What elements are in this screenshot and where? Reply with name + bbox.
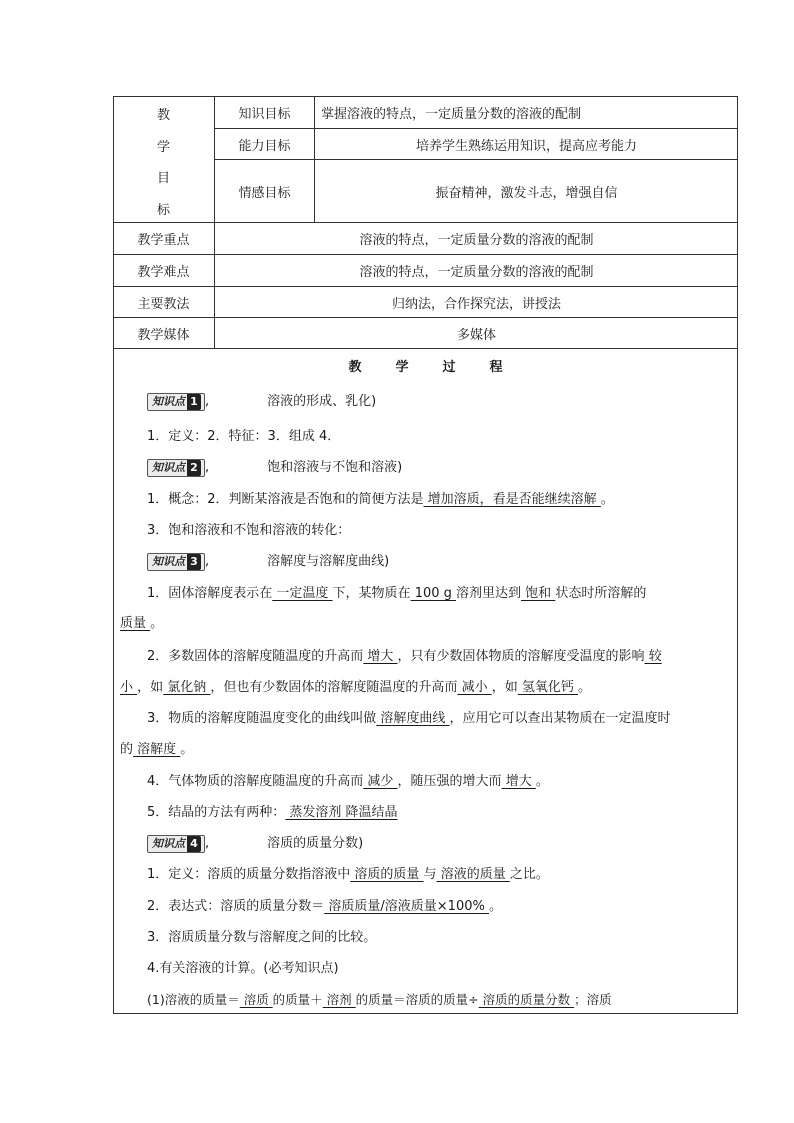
process-title — [113, 356, 738, 375]
paragraph: 1．固体溶解度表示在 一定温度 下，某物质在 100 g 溶剂里达到 饱和 状态时所溶解的 — [147, 586, 647, 601]
knowledge-point-badge: 知识点 3 — [147, 553, 205, 571]
objectives-header-char: 目 — [156, 171, 170, 186]
objective-label: 知识目标 — [238, 107, 291, 122]
knowledge-point-heading: 知识点 4 , 溶质的质量分数) — [147, 834, 363, 854]
info-value: 多媒体 — [456, 327, 496, 343]
process-title-char: 教 — [348, 360, 362, 375]
answer-blank: 溶解度 — [133, 742, 181, 757]
knowledge-point-badge: 知识点 1 — [147, 393, 205, 411]
answer-blank: 溶质的质量 — [350, 867, 424, 882]
knowledge-point-title: 溶质的质量分数) — [267, 836, 364, 851]
answer-blank: 饱和 — [521, 586, 556, 601]
answer-blank: 溶剂 — [322, 992, 356, 1007]
knowledge-point-badge: 知识点 2 — [147, 459, 205, 477]
knowledge-point-heading: 知识点 2 , 饱和溶液与不饱和溶液) — [147, 458, 402, 478]
info-label: 教学难点 — [137, 265, 190, 280]
process-title-char: 学 — [395, 360, 409, 375]
paragraph: 3．溶质质量分数与溶解度之间的比较。 — [147, 930, 377, 945]
knowledge-point-title: 溶解度与溶解度曲线) — [267, 554, 390, 569]
objective-value: 掌握溶液的特点，一定质量分数的溶液的配制 — [321, 107, 582, 122]
info-value: 归纳法，合作探究法，讲授法 — [391, 296, 561, 312]
answer-blank: 增大 — [363, 649, 398, 664]
paragraph: 4．气体物质的溶解度随温度的升高而 减少 ，随压强的增大而 增大 。 — [147, 774, 549, 789]
answer-blank: 蒸发溶剂 降温结晶 — [285, 805, 398, 820]
paragraph: 的 溶解度 。 — [120, 742, 194, 757]
info-label: 教学媒体 — [137, 327, 190, 343]
paragraph: 3．饱和溶液和不饱和溶液的转化： — [147, 523, 351, 538]
knowledge-point-title: 溶液的形成、乳化) — [267, 394, 377, 409]
answer-blank: 溶质的质量分数 — [478, 992, 575, 1007]
paragraph: 小 ，如 氯化钠 ，但也有少数固体的溶解度随温度的升高而 减小 ，如 氢氧化钙 。 — [120, 680, 591, 695]
info-value: 溶液的特点，一定质量分数的溶液的配制 — [359, 233, 594, 248]
paragraph: 1．概念：2．判断某溶液是否饱和的简便方法是 增加溶质，看是否能继续溶解 。 — [147, 492, 614, 507]
objective-label: 能力目标 — [238, 138, 291, 154]
info-value: 溶液的特点，一定质量分数的溶液的配制 — [359, 265, 594, 280]
process-title-char: 过 — [442, 360, 456, 375]
paragraph: 4.有关溶液的计算。(必考知识点) — [147, 961, 339, 976]
answer-blank: 一定温度 — [272, 586, 333, 601]
knowledge-point-badge: 知识点 4 — [147, 835, 205, 853]
answer-blank: 质量 — [120, 616, 151, 631]
paragraph: (1)溶液的质量＝ 溶质 的质量＋ 溶剂 的质量＝溶质的质量÷ 溶质的质量分数 ；溶质 — [147, 992, 612, 1007]
answer-blank: 氢氧化钙 — [517, 680, 578, 695]
knowledge-point-heading: 知识点 1 , 溶液的形成、乳化) — [147, 392, 376, 412]
objective-label: 情感目标 — [238, 185, 291, 201]
answer-blank: 溶质 — [239, 992, 273, 1007]
objectives-header-char: 标 — [156, 203, 170, 218]
answer-blank: 小 — [120, 680, 138, 695]
paragraph: 5．结晶的方法有两种： 蒸发溶剂 降温结晶 — [147, 805, 398, 820]
info-label: 教学重点 — [137, 233, 190, 248]
knowledge-point-heading: 知识点 3 , 溶解度与溶解度曲线) — [147, 552, 389, 572]
objective-value: 培养学生熟练运用知识，提高应考能力 — [415, 138, 637, 154]
answer-blank: 较 — [644, 649, 662, 664]
answer-blank: 溶液的质量 — [436, 867, 510, 882]
answer-blank: 100 g — [410, 586, 457, 601]
answer-blank: 减小 — [457, 680, 492, 695]
knowledge-point-title: 饱和溶液与不饱和溶液) — [267, 460, 403, 475]
paragraph: 质量 。 — [120, 616, 164, 631]
objectives-header-char: 教 — [156, 108, 170, 123]
info-label: 主要教法 — [137, 296, 190, 312]
paragraph: 1．定义：溶质的质量分数指溶液中 溶质的质量 与 溶液的质量 之比。 — [147, 867, 549, 882]
answer-blank: 氯化钠 — [163, 680, 211, 695]
objective-value: 振奋精神，激发斗志，增强自信 — [435, 185, 618, 201]
process-title-char: 程 — [489, 360, 503, 375]
paragraph: 1．定义：2．特征：3．组成 4． — [147, 429, 341, 444]
answer-blank: 减少 — [363, 774, 398, 789]
paragraph: 3．物质的溶解度随温度变化的曲线叫做 溶解度曲线 ，应用它可以查出某物质在一定温度时 — [147, 711, 671, 726]
row-divider — [113, 348, 738, 349]
answer-blank: 增大 — [501, 774, 536, 789]
answer-blank: 溶解度曲线 — [376, 711, 450, 726]
paragraph: 2．多数固体的溶解度随温度的升高而 增大 ，只有少数固体物质的溶解度受温度的影响 较 — [147, 649, 662, 664]
paragraph: 2．表达式：溶质的质量分数＝ 溶质质量/溶液质量×100% 。 — [147, 899, 502, 914]
answer-blank: 增加溶质，看是否能继续溶解 — [423, 492, 601, 507]
answer-blank: 溶质质量/溶液质量×100% — [324, 899, 489, 914]
objectives-header-char: 学 — [156, 140, 170, 155]
